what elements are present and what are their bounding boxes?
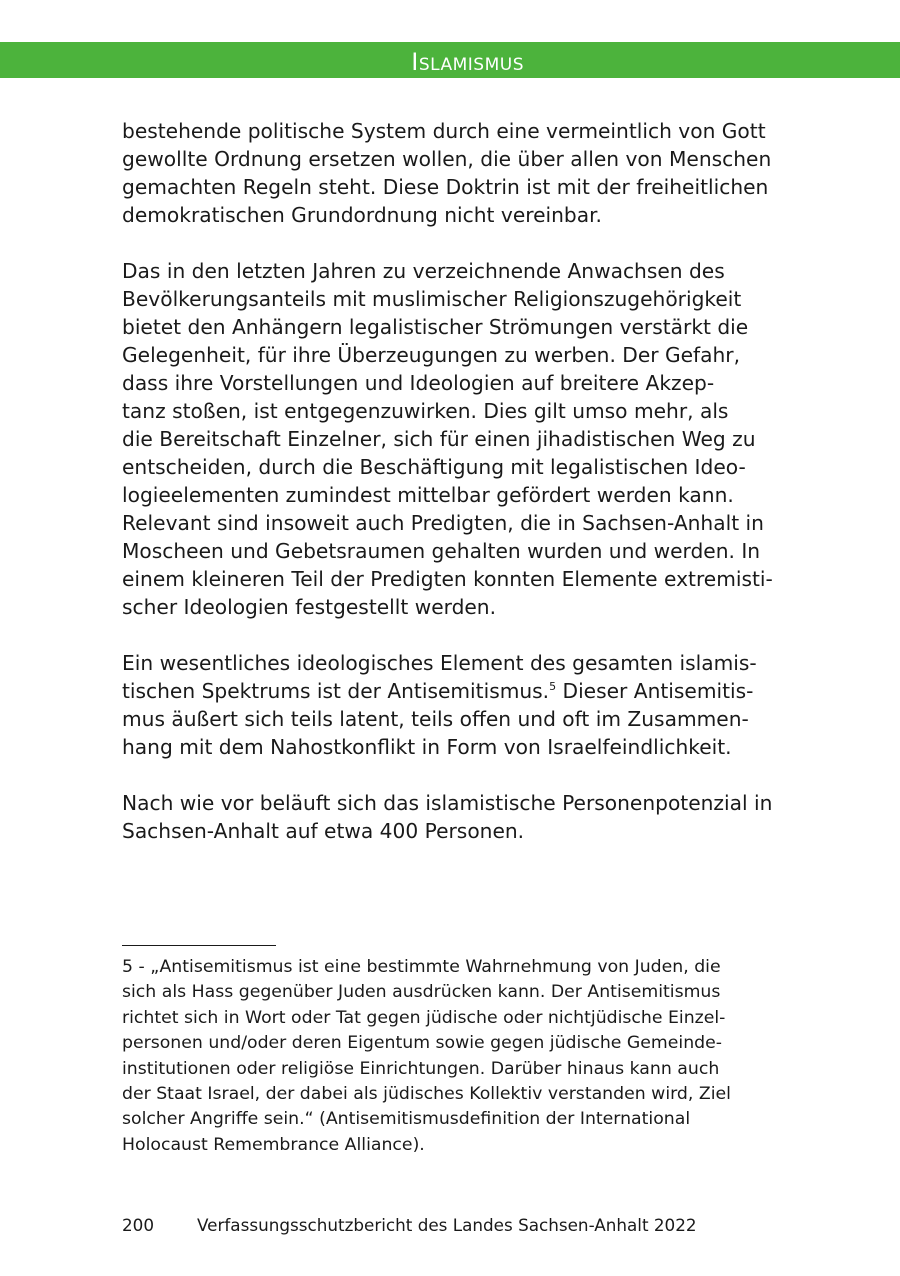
text-line: scher Ideologien festgestellt werden. <box>122 595 497 619</box>
text-line: dass ihre Vorstellungen und Ideologien auf breitere Akzep- <box>122 371 715 395</box>
text-line: hang mit dem Nahostkonflikt in Form von Israelfeindlichkeit. <box>122 735 732 759</box>
text-line: tanz stoßen, ist entgegenzuwirken. Dies gilt umso mehr, als <box>122 399 729 423</box>
footnote-line: der Staat Israel, der dabei als jüdisches Kollektiv verstanden wird, Ziel <box>122 1084 731 1105</box>
text-line: Ein wesentliches ideologisches Element des gesamten islamis- <box>122 651 757 675</box>
text-line: Sachsen-Anhalt auf etwa 400 Personen. <box>122 819 525 843</box>
footnote-line: richtet sich in Wort oder Tat gegen jüdische oder nichtjüdische Einzel- <box>122 1007 726 1028</box>
section-title: Islamismus <box>411 48 524 76</box>
text-line <box>122 677 792 705</box>
footnote-line: sich als Hass gegenüber Juden ausdrücken kann. Der Antisemitismus <box>122 982 721 1003</box>
text-line: logieelementen zumindest mittelbar gefördert werden kann. <box>122 483 734 507</box>
paragraph <box>122 789 792 845</box>
text-line: entscheiden, durch die Beschäftigung mit legalistischen Ideo- <box>122 455 746 479</box>
text-line: gemachten Regeln steht. Diese Doktrin ist mit der freiheitlichen <box>122 175 769 199</box>
footnote-line: Holocaust Remembrance Alliance). <box>122 1134 425 1155</box>
text-line: mus äußert sich teils latent, teils offen und oft im Zusammen- <box>122 707 749 731</box>
text-line: bietet den Anhängern legalistischer Strömungen verstärkt die <box>122 315 749 339</box>
text-line: bestehende politische System durch eine vermeintlich von Gott <box>122 119 766 143</box>
text-line: Gelegenheit, für ihre Überzeugungen zu werben. Der Gefahr, <box>122 343 741 367</box>
section-header-bar <box>0 42 900 78</box>
text-line: die Bereitschaft Einzelner, sich für einen jihadistischen Weg zu <box>122 427 756 451</box>
text-line: einem kleineren Teil der Predigten konnten Elemente extremisti- <box>122 567 773 591</box>
footnote-line: institutionen oder religiöse Einrichtungen. Darüber hinaus kann auch <box>122 1058 720 1079</box>
text-line: Nach wie vor beläuft sich das islamistische Personenpotenzial in <box>122 791 773 815</box>
publication-title: Verfassungsschutzbericht des Landes Sachsen-Anhalt 2022 <box>197 1215 697 1235</box>
text-line: gewollte Ordnung ersetzen wollen, die über allen von Menschen <box>122 147 772 171</box>
footnote-reference: 5 <box>549 680 557 693</box>
page-number: 200 <box>122 1215 155 1235</box>
paragraph <box>122 117 792 229</box>
text-line: demokratischen Grundordnung nicht vereinbar. <box>122 203 602 227</box>
text-line: Relevant sind insoweit auch Predigten, die in Sachsen-Anhalt in <box>122 511 764 535</box>
text-line: Bevölkerungsanteils mit muslimischer Religionszugehörigkeit <box>122 287 742 311</box>
page-footer <box>122 1213 697 1237</box>
text-segment: Dieser Antisemitis- <box>556 679 754 703</box>
footnote-line: solcher Angriffe sein.“ (Antisemitismusdefinition der International <box>122 1109 691 1130</box>
footnote-line: 5 - „Antisemitismus ist eine bestimmte Wahrnehmung von Juden, die <box>122 957 721 977</box>
footnote-line: personen und/oder deren Eigentum sowie gegen jüdische Gemeinde- <box>122 1033 722 1054</box>
text-segment: tischen Spektrums ist der Antisemitismus. <box>122 679 550 703</box>
text-line: Das in den letzten Jahren zu verzeichnende Anwachsen des <box>122 259 725 283</box>
footnote <box>122 955 792 1158</box>
footnote-divider <box>122 945 276 946</box>
paragraph <box>122 257 792 621</box>
paragraph <box>122 649 792 761</box>
main-text <box>122 117 792 873</box>
text-line: Moscheen und Gebetsraumen gehalten wurden und werden. In <box>122 539 761 563</box>
